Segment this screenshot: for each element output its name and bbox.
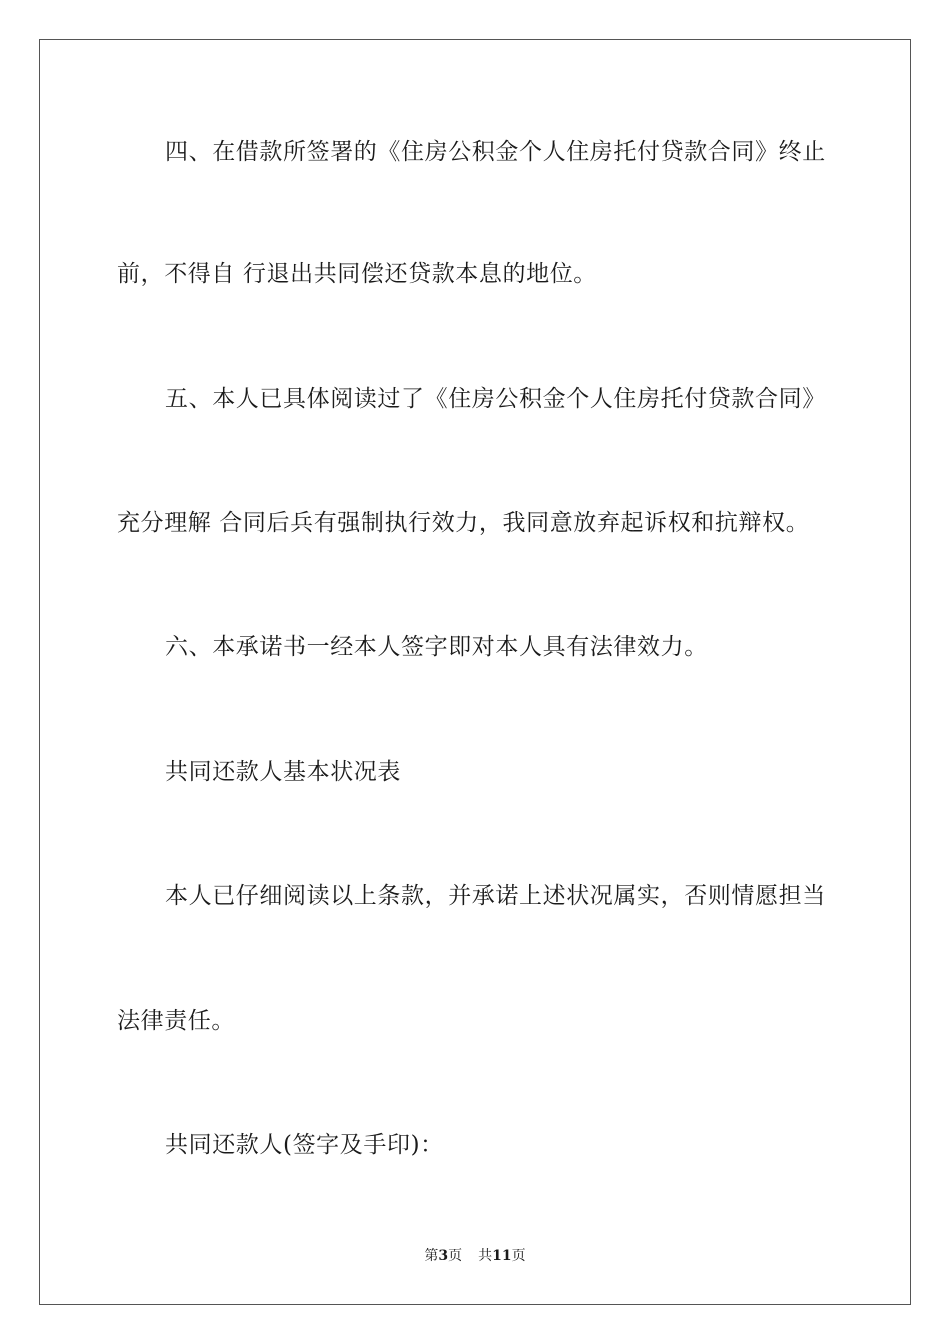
- declaration-line-1: 本人已仔细阅读以上条款，并承诺上述状况属实，否则情愿担当: [165, 883, 826, 909]
- footer-total-suffix: 页: [511, 1248, 526, 1264]
- declaration-line-2: 法律责任。: [117, 1008, 235, 1034]
- footer-page-suffix: 页: [448, 1248, 463, 1264]
- footer-page-number: 3: [438, 1248, 449, 1264]
- paragraph-4-line-1: 四、在借款所签署的《住房公积金个人住房托付贷款合同》终止: [165, 139, 826, 165]
- footer-page-prefix: 第: [424, 1248, 439, 1264]
- page-border: [39, 39, 911, 1305]
- paragraph-6: 六、本承诺书一经本人签字即对本人具有法律效力。: [165, 634, 708, 660]
- paragraph-5-line-2: 充分理解 合同后兵有强制执行效力，我同意放弃起诉权和抗辩权。: [117, 510, 810, 536]
- paragraph-4-line-2: 前，不得自 行退出共同偿还贷款本息的地位。: [117, 261, 597, 287]
- table-heading: 共同还款人基本状况表: [165, 759, 401, 785]
- footer-total-prefix: 共: [478, 1248, 493, 1264]
- signature-label: 共同还款人(签字及手印)：: [165, 1132, 444, 1158]
- paragraph-5-line-1: 五、本人已具体阅读过了《住房公积金个人住房托付贷款合同》: [165, 386, 826, 412]
- footer-total-pages: 11: [492, 1248, 512, 1264]
- page-footer: [0, 1247, 950, 1265]
